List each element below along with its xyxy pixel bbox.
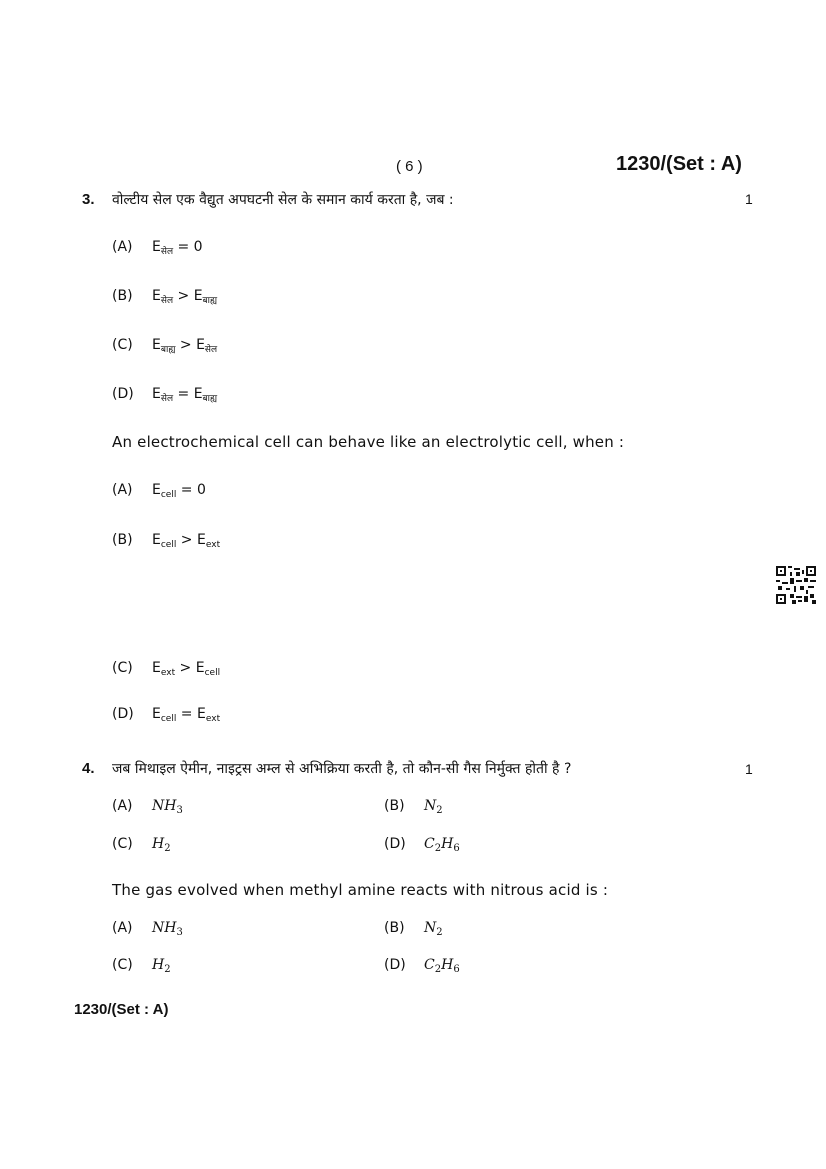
page-number: ( 6 )	[396, 158, 423, 175]
chemical-formula	[152, 798, 183, 814]
cell-potential-symbol: E	[152, 239, 161, 255]
option-row	[112, 706, 220, 724]
formula-subscript: 6	[453, 843, 460, 854]
option-label: (C)	[112, 957, 133, 973]
cell-potential-subscript: ext	[160, 668, 176, 678]
cell-potential-subscript: cell	[160, 490, 177, 500]
formula-subscript: 6	[453, 964, 460, 975]
option-label: (B)	[112, 532, 133, 548]
option-label: (C)	[112, 337, 133, 353]
cell-potential-subscript: ext	[205, 540, 221, 550]
formula-part: NH	[152, 798, 177, 814]
option-row	[384, 920, 443, 938]
option-operator: = 0	[176, 482, 206, 498]
cell-potential-symbol: E	[193, 288, 203, 304]
chemical-formula	[424, 957, 460, 973]
option-operator: =	[173, 386, 194, 402]
option-label: (A)	[112, 482, 133, 498]
option-operator: = 0	[173, 239, 203, 255]
formula-part: C	[424, 957, 435, 973]
option-label: (D)	[112, 386, 134, 402]
question-4-hindi-text: जब मिथाइल ऐमीन, नाइट्रस अम्ल से अभिक्रिया करती है, तो कौन-सी गैस निर्मुक्त होती है ?	[112, 761, 572, 777]
cell-potential-symbol: E	[197, 706, 206, 722]
option-row	[384, 836, 460, 854]
option-row	[112, 798, 183, 816]
chemical-formula	[152, 836, 171, 852]
option-operator: >	[175, 337, 197, 353]
cell-potential-subscript: सेल	[160, 394, 174, 404]
cell-potential-symbol: E	[196, 337, 205, 353]
option-label: (A)	[112, 798, 133, 814]
option-label: (C)	[112, 836, 133, 852]
question-3-english-text: An electrochemical cell can behave like an electrolytic cell, when :	[112, 433, 625, 451]
cell-potential-symbol: E	[152, 288, 161, 304]
formula-subscript: 3	[176, 927, 183, 938]
cell-potential-subscript: सेल	[160, 296, 174, 306]
formula-part: N	[424, 920, 437, 936]
formula-part: C	[424, 836, 435, 852]
cell-potential-symbol: E	[152, 482, 161, 498]
chemical-formula	[424, 836, 460, 852]
chemical-formula	[152, 957, 171, 973]
chemical-formula	[152, 920, 183, 936]
option-row	[384, 798, 443, 816]
option-label: (B)	[384, 920, 405, 936]
cell-potential-subscript: बाह्य	[160, 345, 176, 355]
option-label: (D)	[384, 836, 406, 852]
option-label: (A)	[112, 920, 133, 936]
question-3-number: 3.	[82, 191, 95, 208]
cell-potential-symbol: E	[152, 706, 161, 722]
formula-part: N	[424, 798, 437, 814]
option-label: (C)	[112, 660, 133, 676]
formula-part: NH	[152, 920, 177, 936]
cell-potential-subscript: ext	[205, 714, 221, 724]
formula-subscript: 2	[436, 927, 443, 938]
cell-potential-subscript: बाह्य	[202, 296, 218, 306]
option-row	[112, 920, 183, 938]
option-operator: =	[176, 706, 197, 722]
cell-potential-subscript: cell	[160, 714, 177, 724]
formula-subscript: 2	[434, 964, 442, 975]
cell-potential-symbol: E	[152, 660, 161, 676]
formula-subscript: 2	[436, 805, 443, 816]
cell-potential-symbol: E	[193, 386, 203, 402]
cell-potential-symbol: E	[195, 660, 205, 676]
paper-code-footer: 1230/(Set : A)	[74, 1001, 169, 1018]
cell-potential-subscript: सेल	[160, 247, 174, 257]
option-row	[112, 660, 220, 678]
formula-part: H	[152, 836, 165, 852]
cell-potential-symbol: E	[152, 532, 161, 548]
option-operator: >	[176, 532, 197, 548]
option-row	[112, 337, 217, 355]
option-row	[112, 957, 171, 975]
formula-subscript: 2	[164, 964, 171, 975]
cell-potential-subscript: cell	[160, 540, 177, 550]
option-label: (B)	[112, 288, 133, 304]
option-row	[112, 836, 171, 854]
question-4-english-text: The gas evolved when methyl amine reacts with nitrous acid is :	[112, 881, 609, 899]
chemical-formula	[424, 798, 443, 814]
option-label: (B)	[384, 798, 405, 814]
formula-subscript: 2	[164, 843, 171, 854]
option-operator: >	[173, 288, 194, 304]
formula-part: H	[441, 957, 454, 973]
option-row	[112, 239, 203, 257]
cell-potential-subscript: cell	[204, 668, 221, 678]
formula-part: H	[441, 836, 454, 852]
option-row	[112, 386, 217, 404]
question-4-number: 4.	[82, 760, 95, 777]
option-row	[384, 957, 460, 975]
option-row	[112, 482, 206, 500]
cell-potential-symbol: E	[197, 532, 206, 548]
paper-code-header: 1230/(Set : A)	[616, 153, 742, 175]
option-row	[112, 288, 217, 306]
formula-subscript: 3	[176, 805, 183, 816]
option-row	[112, 532, 220, 550]
question-3-marks: 1	[745, 191, 753, 207]
cell-potential-subscript: बाह्य	[202, 394, 218, 404]
option-operator: >	[175, 660, 196, 676]
formula-subscript: 2	[434, 843, 442, 854]
question-4-marks: 1	[745, 761, 753, 777]
cell-potential-symbol: E	[152, 337, 161, 353]
cell-potential-symbol: E	[152, 386, 161, 402]
option-label: (D)	[384, 957, 406, 973]
option-label: (D)	[112, 706, 134, 722]
cell-potential-subscript: सेल	[204, 345, 218, 355]
formula-part: H	[152, 957, 165, 973]
qr-code	[776, 566, 816, 604]
chemical-formula	[424, 920, 443, 936]
question-3-hindi-text: वोल्टीय सेल एक वैद्युत अपघटनी सेल के समान कार्य करता है, जब :	[112, 192, 454, 208]
option-label: (A)	[112, 239, 133, 255]
